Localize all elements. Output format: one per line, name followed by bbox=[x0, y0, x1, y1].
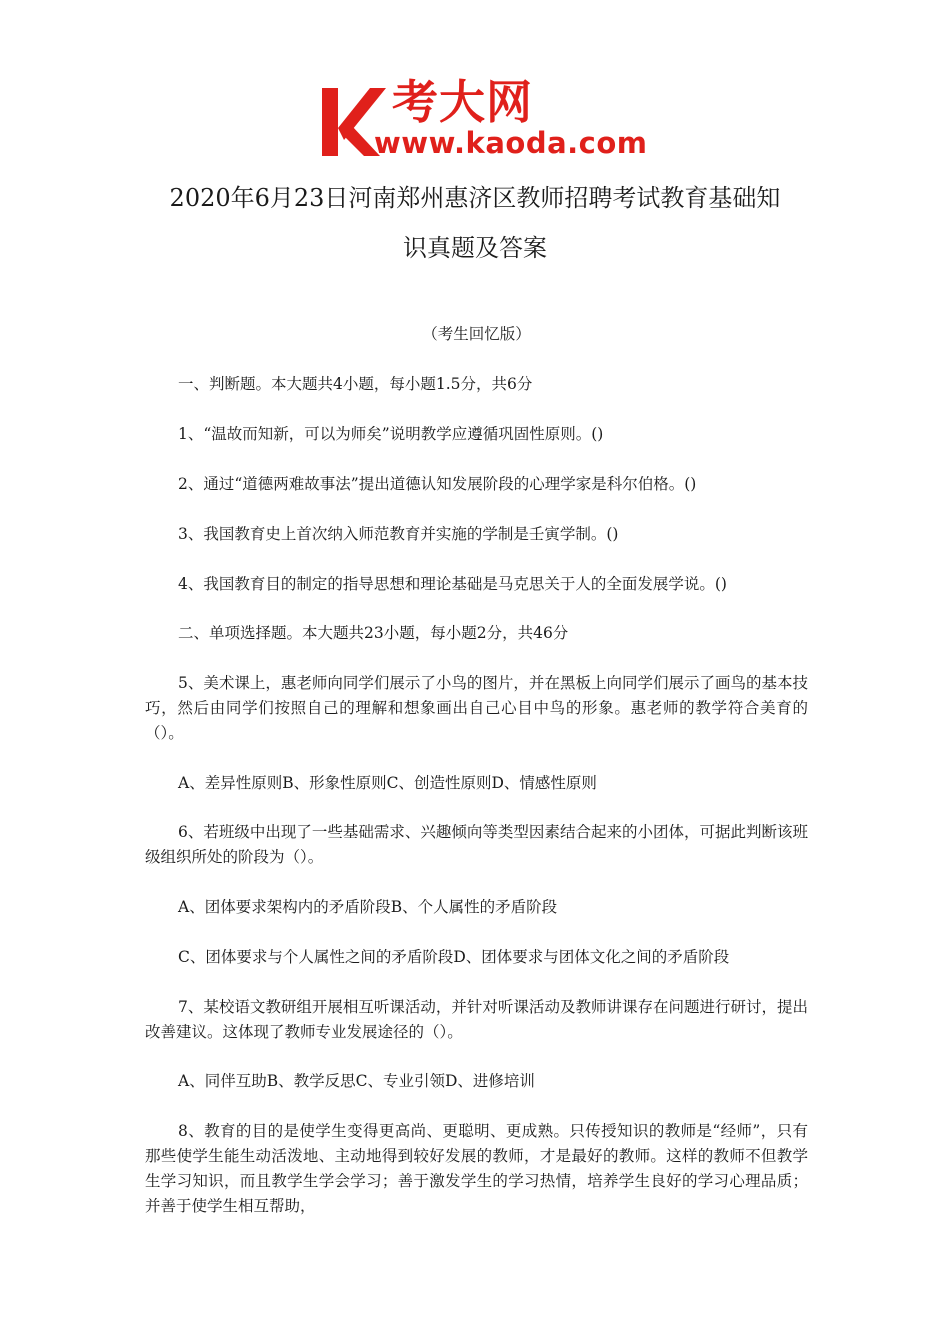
question-7: 7、某校语文教研组开展相互听课活动，并针对听课活动及教师讲课存在问题进行研讨，提出改善建议。这体现了教师专业发展途径的（）。 bbox=[145, 998, 808, 1041]
question-5-options: A、差异性原则B、形象性原则C、创造性原则D、情感性原则 bbox=[178, 774, 597, 792]
question-6-options-ab: A、团体要求架构内的矛盾阶段B、个人属性的矛盾阶段 bbox=[178, 898, 558, 916]
document-title-line-1: 2020年6月23日河南郑州惠济区教师招聘考试教育基础知 bbox=[169, 184, 781, 212]
section-heading-single-choice: 二、单项选择题。本大题共23小题，每小题2分，共46分 bbox=[178, 624, 569, 642]
kaoda-logo bbox=[318, 75, 648, 160]
question-5: 5、美术课上，惠老师向同学们展示了小鸟的图片，并在黑板上向同学们展示了画鸟的基本技巧，然后由同学们按照自己的理解和想象画出自己心目中鸟的形象。惠老师的教学符合美育的（）。 bbox=[145, 674, 808, 742]
question-2: 2、通过“道德两难故事法”提出道德认知发展阶段的心理学家是科尔伯格。() bbox=[178, 475, 697, 493]
document-subtitle: （考生回忆版） bbox=[422, 325, 531, 343]
logo-brand-text: 考大网 bbox=[392, 75, 533, 129]
question-6-options-cd: C、团体要求与个人属性之间的矛盾阶段D、团体要求与团体文化之间的矛盾阶段 bbox=[178, 948, 730, 966]
question-7-options: A、同伴互助B、教学反思C、专业引领D、进修培训 bbox=[178, 1072, 535, 1090]
question-8: 8、教育的目的是使学生变得更高尚、更聪明、更成熟。只传授知识的教师是“经师”，只有那些使学生能生动活泼地、主动地得到较好发展的教师，才是最好的教师。这样的教师不但教学生学习知识，而且教学生学会学习；善于激发学生的学习热情，培养学生良好的学习心理品质；并善于使学生相互帮助， bbox=[145, 1122, 808, 1215]
section-heading-true-false: 一、判断题。本大题共4小题，每小题1.5分，共6分 bbox=[178, 375, 533, 393]
document-title-line-2: 识真题及答案 bbox=[403, 234, 547, 262]
question-6: 6、若班级中出现了一些基础需求、兴趣倾向等类型因素结合起来的小团体，可据此判断该班级组织所处的阶段为（）。 bbox=[145, 823, 808, 866]
logo-url-text: www.kaoda.com bbox=[374, 126, 648, 160]
question-4: 4、我国教育目的制定的指导思想和理论基础是马克思关于人的全面发展学说。() bbox=[178, 575, 727, 593]
question-3: 3、我国教育史上首次纳入师范教育并实施的学制是壬寅学制。() bbox=[178, 525, 619, 543]
question-1: 1、“温故而知新，可以为师矣”说明教学应遵循巩固性原则。() bbox=[178, 425, 604, 443]
